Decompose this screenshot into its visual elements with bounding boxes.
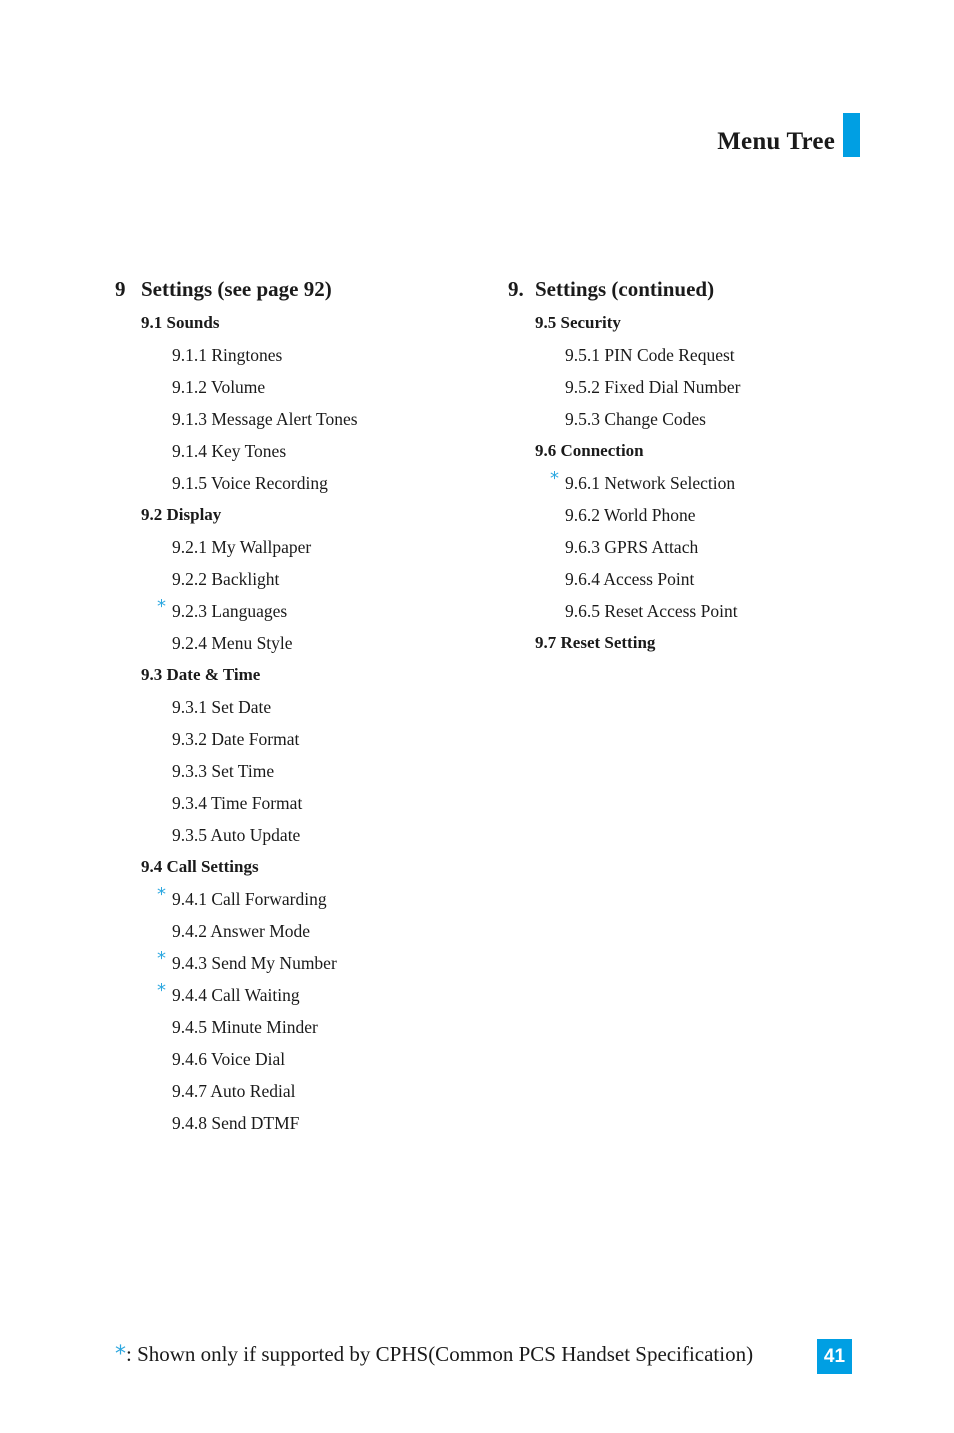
menu-item-label: 9.3.5 Auto Update — [172, 825, 301, 845]
asterisk-icon: * — [157, 596, 166, 617]
menu-item — [115, 435, 358, 467]
menu-item-label: 9.4.5 Minute Minder — [172, 1017, 318, 1037]
menu-item — [115, 563, 358, 595]
menu-item-label: 9.6.4 Access Point — [565, 569, 695, 589]
submenu-heading-label: 9.3 Date & Time — [141, 665, 261, 684]
menu-item-label: 9.3.1 Set Date — [172, 697, 272, 717]
asterisk-icon: * — [157, 884, 166, 905]
section-title-text: Settings (continued) — [535, 277, 715, 301]
submenu-heading — [115, 499, 358, 531]
menu-item-label: 9.5.3 Change Codes — [565, 409, 706, 429]
menu-item — [115, 947, 358, 979]
menu-item — [508, 403, 740, 435]
menu-item — [115, 467, 358, 499]
submenu-heading — [115, 307, 358, 339]
asterisk-icon: * — [157, 948, 166, 969]
menu-item — [508, 563, 740, 595]
menu-item — [115, 371, 358, 403]
asterisk-icon: * — [115, 1342, 126, 1367]
section-title — [508, 275, 740, 307]
menu-item-label: 9.4.7 Auto Redial — [172, 1081, 296, 1101]
menu-item-label: 9.6.1 Network Selection — [565, 473, 736, 493]
menu-item-label: 9.5.2 Fixed Dial Number — [565, 377, 741, 397]
menu-item — [508, 339, 740, 371]
submenu-heading — [508, 307, 740, 339]
menu-item-label: 9.2.4 Menu Style — [172, 633, 293, 653]
menu-item-label: 9.1.4 Key Tones — [172, 441, 287, 461]
submenu-heading — [115, 851, 358, 883]
menu-item — [115, 755, 358, 787]
menu-item — [115, 1011, 358, 1043]
menu-list-right — [508, 307, 740, 659]
menu-item-label: 9.4.2 Answer Mode — [172, 921, 311, 941]
menu-item — [115, 787, 358, 819]
asterisk-icon: * — [157, 980, 166, 1001]
menu-item-label: 9.4.8 Send DTMF — [172, 1113, 300, 1133]
menu-item — [115, 883, 358, 915]
menu-item — [115, 979, 358, 1011]
menu-item-label: 9.3.3 Set Time — [172, 761, 275, 781]
menu-item — [115, 403, 358, 435]
menu-item-label: 9.1.3 Message Alert Tones — [172, 409, 358, 429]
menu-item — [115, 1107, 358, 1139]
footnote — [115, 1342, 753, 1367]
menu-item — [115, 691, 358, 723]
submenu-heading-label: 9.4 Call Settings — [141, 857, 259, 876]
right-column — [508, 275, 740, 659]
submenu-heading — [508, 627, 740, 659]
submenu-heading-label: 9.1 Sounds — [141, 313, 220, 332]
submenu-heading — [115, 659, 358, 691]
submenu-heading-label: 9.7 Reset Setting — [535, 633, 656, 652]
footnote-text: : Shown only if supported by CPHS(Common PCS Handset Specification) — [126, 1342, 754, 1366]
menu-item-label: 9.1.1 Ringtones — [172, 345, 283, 365]
page-number: 41 — [817, 1339, 852, 1374]
menu-item — [115, 819, 358, 851]
menu-item-label: 9.4.3 Send My Number — [172, 953, 337, 973]
menu-item-label: 9.6.3 GPRS Attach — [565, 537, 699, 557]
submenu-heading-label: 9.5 Security — [535, 313, 621, 332]
header-title: Menu Tree — [717, 128, 835, 155]
menu-item-label: 9.2.2 Backlight — [172, 569, 280, 589]
menu-list-left — [115, 307, 358, 1139]
menu-item — [115, 627, 358, 659]
section-title — [115, 275, 358, 307]
menu-item — [115, 915, 358, 947]
menu-item-label: 9.3.4 Time Format — [172, 793, 303, 813]
menu-item-label: 9.4.1 Call Forwarding — [172, 889, 327, 909]
menu-item-label: 9.2.1 My Wallpaper — [172, 537, 312, 557]
section-number: 9. — [508, 277, 524, 301]
menu-item-label: 9.4.6 Voice Dial — [172, 1049, 286, 1069]
menu-item-label: 9.6.5 Reset Access Point — [565, 601, 738, 621]
menu-item — [508, 499, 740, 531]
submenu-heading-label: 9.2 Display — [141, 505, 222, 524]
menu-item — [508, 467, 740, 499]
menu-item — [115, 723, 358, 755]
menu-item — [508, 531, 740, 563]
menu-item — [508, 595, 740, 627]
menu-item-label: 9.1.2 Volume — [172, 377, 266, 397]
header-accent-bar — [843, 113, 860, 157]
left-column — [115, 275, 358, 1139]
submenu-heading — [508, 435, 740, 467]
menu-item-label: 9.5.1 PIN Code Request — [565, 345, 735, 365]
menu-item — [115, 531, 358, 563]
menu-item-label: 9.2.3 Languages — [172, 601, 288, 621]
asterisk-icon: * — [550, 468, 559, 489]
menu-item-label: 9.4.4 Call Waiting — [172, 985, 300, 1005]
menu-item-label: 9.1.5 Voice Recording — [172, 473, 328, 493]
submenu-heading-label: 9.6 Connection — [535, 441, 644, 460]
menu-item — [115, 1075, 358, 1107]
menu-item-label: 9.3.2 Date Format — [172, 729, 300, 749]
menu-item — [115, 339, 358, 371]
section-title-text: Settings (see page 92) — [141, 277, 332, 301]
section-number: 9 — [115, 277, 126, 301]
menu-item — [508, 371, 740, 403]
menu-item — [115, 1043, 358, 1075]
menu-item — [115, 595, 358, 627]
menu-item-label: 9.6.2 World Phone — [565, 505, 696, 525]
